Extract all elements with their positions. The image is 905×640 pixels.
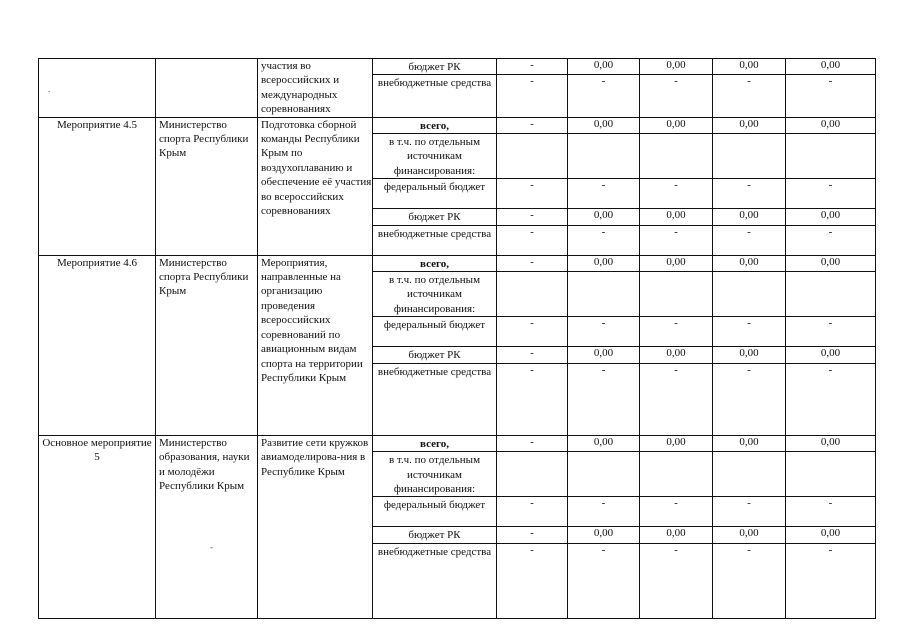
amount-cell-year-5: - — [786, 75, 876, 117]
executor-cell — [156, 59, 258, 118]
budget-table — [38, 58, 876, 619]
amount-cell-year-5: 0,00 — [786, 59, 876, 75]
amount-cell-year-5: - — [786, 317, 876, 347]
activity-name-cell: Мероприятия, направленные на организацию проведения всероссийских соревнований по авиационным видам спорта на территории Республики Крым — [258, 255, 373, 435]
amount-cell-year-1: - — [497, 225, 568, 255]
table-row — [39, 435, 876, 451]
amount-cell-year-4 — [713, 134, 786, 179]
funding-source-label: бюджет РК — [373, 347, 497, 363]
amount-cell-year-3: 0,00 — [640, 347, 713, 363]
amount-cell-year-1: - — [497, 363, 568, 435]
amount-cell-year-1: - — [497, 209, 568, 225]
amount-cell-year-5: 0,00 — [786, 209, 876, 225]
amount-cell-year-3: - — [640, 225, 713, 255]
amount-cell-year-2 — [568, 452, 640, 497]
amount-cell-year-4: - — [713, 225, 786, 255]
amount-cell-year-5: - — [786, 225, 876, 255]
amount-cell-year-3: 0,00 — [640, 209, 713, 225]
amount-cell-year-5 — [786, 272, 876, 317]
amount-cell-year-2: 0,00 — [568, 117, 640, 133]
executor-cell: Министерство образования, науки и молодёжи Республики Крым — [156, 435, 258, 618]
amount-cell-year-2: 0,00 — [568, 59, 640, 75]
amount-cell-year-1 — [497, 272, 568, 317]
amount-cell-year-3: - — [640, 75, 713, 117]
funding-source-label: бюджет РК — [373, 209, 497, 225]
amount-cell-year-4: - — [713, 363, 786, 435]
amount-cell-year-1: - — [497, 117, 568, 133]
funding-source-label: внебюджетные средства — [373, 225, 497, 255]
amount-cell-year-1: - — [497, 497, 568, 527]
amount-cell-year-2: 0,00 — [568, 209, 640, 225]
amount-cell-year-3: 0,00 — [640, 117, 713, 133]
amount-cell-year-1: - — [497, 543, 568, 618]
amount-cell-year-2: - — [568, 225, 640, 255]
funding-source-label: в т.ч. по отдельным источникам финансирования: — [373, 452, 497, 497]
funding-source-label: в т.ч. по отдельным источникам финансирования: — [373, 272, 497, 317]
scan-mark: . — [48, 84, 51, 94]
funding-source-label: в т.ч. по отдельным источникам финансирования: — [373, 134, 497, 179]
amount-cell-year-4: - — [713, 75, 786, 117]
amount-cell-year-3 — [640, 452, 713, 497]
amount-cell-year-2: - — [568, 363, 640, 435]
amount-cell-year-1: - — [497, 317, 568, 347]
amount-cell-year-4: 0,00 — [713, 435, 786, 451]
amount-cell-year-4: 0,00 — [713, 117, 786, 133]
amount-cell-year-5: - — [786, 497, 876, 527]
event-cell: Мероприятие 4.5 — [39, 117, 156, 255]
amount-cell-year-2: - — [568, 75, 640, 117]
amount-cell-year-5: 0,00 — [786, 255, 876, 271]
amount-cell-year-4 — [713, 452, 786, 497]
amount-cell-year-1: - — [497, 255, 568, 271]
executor-cell: Министерство спорта Республики Крым — [156, 117, 258, 255]
amount-cell-year-3: - — [640, 497, 713, 527]
amount-cell-year-5: 0,00 — [786, 435, 876, 451]
amount-cell-year-2: 0,00 — [568, 255, 640, 271]
event-cell: Основное мероприятие 5 — [39, 435, 156, 618]
amount-cell-year-5: 0,00 — [786, 527, 876, 543]
activity-name-cell: участия во всероссийских и международных соревнованиях — [258, 59, 373, 118]
funding-source-label: бюджет РК — [373, 59, 497, 75]
amount-cell-year-3 — [640, 134, 713, 179]
funding-source-label: всего, — [373, 435, 497, 451]
amount-cell-year-5: 0,00 — [786, 117, 876, 133]
funding-source-label: федеральный бюджет — [373, 497, 497, 527]
funding-source-label: федеральный бюджет — [373, 317, 497, 347]
amount-cell-year-4: 0,00 — [713, 59, 786, 75]
funding-source-label: внебюджетные средства — [373, 543, 497, 618]
activity-name-cell: Развитие сети кружков авиамоделирова-ния в Республике Крым — [258, 435, 373, 618]
amount-cell-year-2: - — [568, 543, 640, 618]
amount-cell-year-3: - — [640, 543, 713, 618]
amount-cell-year-2: 0,00 — [568, 435, 640, 451]
amount-cell-year-1 — [497, 452, 568, 497]
amount-cell-year-4: 0,00 — [713, 347, 786, 363]
amount-cell-year-2: - — [568, 497, 640, 527]
amount-cell-year-4 — [713, 272, 786, 317]
amount-cell-year-4: - — [713, 317, 786, 347]
amount-cell-year-1: - — [497, 435, 568, 451]
amount-cell-year-5: - — [786, 363, 876, 435]
amount-cell-year-2: 0,00 — [568, 347, 640, 363]
amount-cell-year-2: - — [568, 317, 640, 347]
amount-cell-year-3: 0,00 — [640, 255, 713, 271]
funding-source-label: всего, — [373, 255, 497, 271]
amount-cell-year-1: - — [497, 347, 568, 363]
table-row — [39, 255, 876, 271]
amount-cell-year-4: - — [713, 543, 786, 618]
activity-name-cell: Подготовка сборной команды Республики Крым по воздухоплаванию и обеспечение её участия во всероссийских соревнованиях — [258, 117, 373, 255]
amount-cell-year-1 — [497, 134, 568, 179]
amount-cell-year-3: 0,00 — [640, 435, 713, 451]
amount-cell-year-1: - — [497, 59, 568, 75]
amount-cell-year-3: - — [640, 317, 713, 347]
amount-cell-year-4: - — [713, 179, 786, 209]
amount-cell-year-2: 0,00 — [568, 527, 640, 543]
amount-cell-year-3: 0,00 — [640, 59, 713, 75]
funding-source-label: бюджет РК — [373, 527, 497, 543]
amount-cell-year-3 — [640, 272, 713, 317]
amount-cell-year-4: 0,00 — [713, 255, 786, 271]
amount-cell-year-5: 0,00 — [786, 347, 876, 363]
amount-cell-year-5 — [786, 134, 876, 179]
amount-cell-year-5 — [786, 452, 876, 497]
amount-cell-year-1: - — [497, 179, 568, 209]
amount-cell-year-1: - — [497, 75, 568, 117]
table-row — [39, 59, 876, 75]
amount-cell-year-5: - — [786, 179, 876, 209]
funding-source-label: внебюджетные средства — [373, 75, 497, 117]
amount-cell-year-3: - — [640, 179, 713, 209]
event-cell: Мероприятие 4.6 — [39, 255, 156, 435]
amount-cell-year-3: 0,00 — [640, 527, 713, 543]
event-cell — [39, 59, 156, 118]
amount-cell-year-2 — [568, 134, 640, 179]
amount-cell-year-2: - — [568, 179, 640, 209]
budget-table-page — [38, 58, 876, 619]
table-row — [39, 117, 876, 133]
amount-cell-year-3: - — [640, 363, 713, 435]
funding-source-label: всего, — [373, 117, 497, 133]
executor-cell: Министерство спорта Республики Крым — [156, 255, 258, 435]
amount-cell-year-4: 0,00 — [713, 527, 786, 543]
funding-source-label: федеральный бюджет — [373, 179, 497, 209]
amount-cell-year-5: - — [786, 543, 876, 618]
scan-mark: - — [210, 542, 213, 552]
amount-cell-year-1: - — [497, 527, 568, 543]
amount-cell-year-4: 0,00 — [713, 209, 786, 225]
amount-cell-year-2 — [568, 272, 640, 317]
funding-source-label: внебюджетные средства — [373, 363, 497, 435]
amount-cell-year-4: - — [713, 497, 786, 527]
